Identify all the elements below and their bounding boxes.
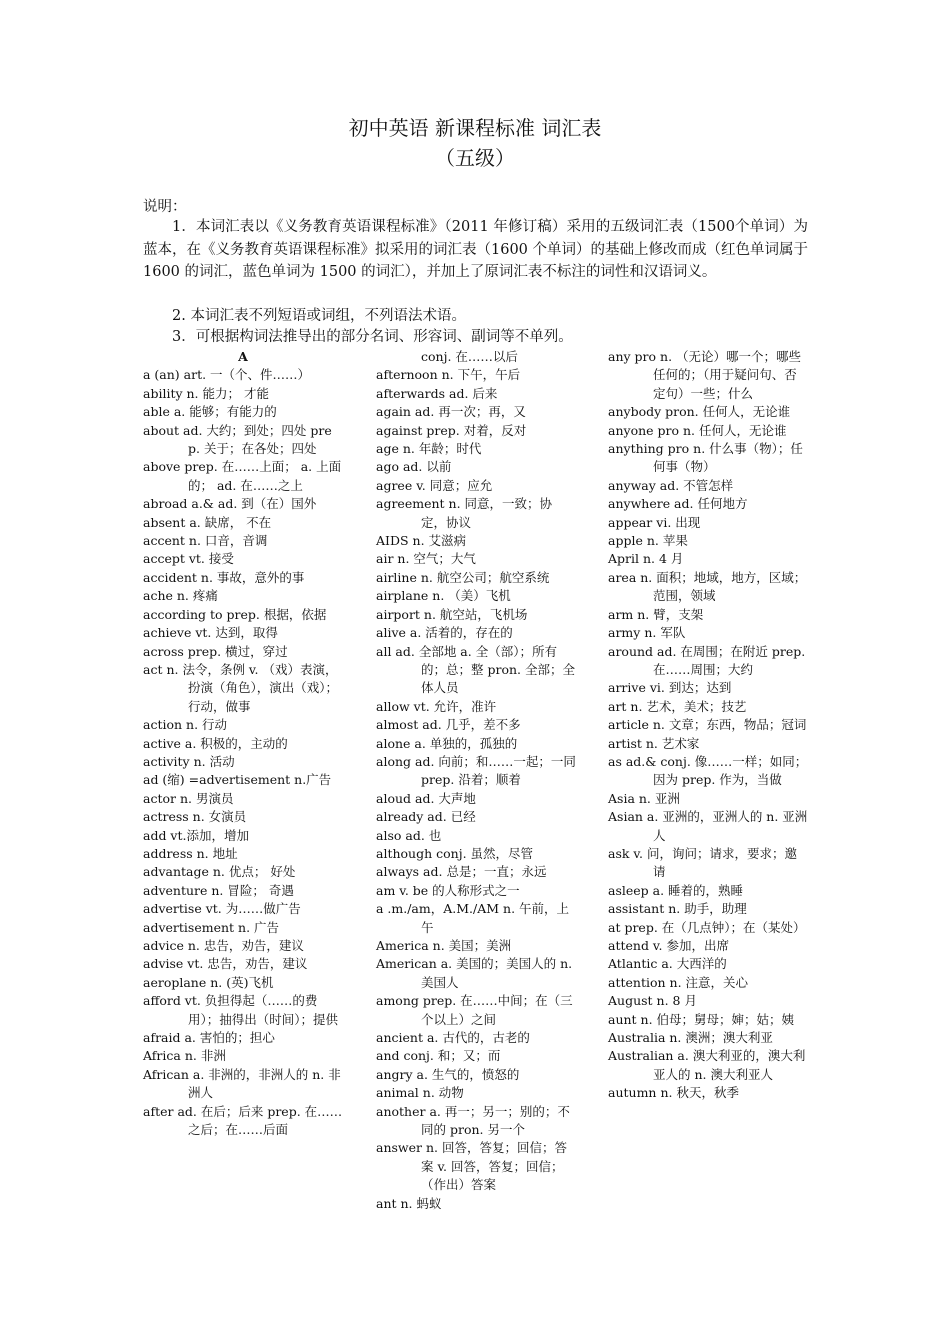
vocab-entry: any pro n. （无论）哪一个；哪些 任何的；（用于疑问句、否定句）一些；什么: [608, 349, 802, 401]
vocab-entry: as ad.& conj. 像……一样；如同；因为 prep. 作为，当做: [608, 753, 808, 788]
vocab-entry-continuation: conj. 在……以后: [421, 349, 518, 364]
vocab-entry: article n. 文章；东西，物品；冠词: [608, 717, 807, 733]
vocab-entry: asleep a. 睡着的，熟睡: [608, 882, 744, 898]
vocab-entry: art n. 艺术，美术；技艺: [608, 698, 747, 714]
vocab-entry: afterwards ad. 后来: [376, 385, 498, 401]
vocab-entry: allow vt. 允许，准许: [376, 698, 497, 714]
vocab-entry: apple n. 苹果: [608, 533, 688, 549]
vocab-entry: aloud ad. 大声地: [376, 790, 476, 806]
vocab-entry: again ad. 再一次；再，又: [376, 404, 526, 420]
vocab-entry: autumn n. 秋天，秋季: [608, 1085, 739, 1101]
vocab-entry: American a. 美国的；美国人的 n. 美国人: [376, 956, 573, 990]
vocab-entry: air n. 空气；大气: [376, 551, 476, 567]
vocab-entry: active a. 积极的，主动的: [143, 735, 288, 751]
vocab-entry: April n. 4 月: [608, 551, 684, 567]
vocab-entry: animal n. 动物: [376, 1085, 464, 1101]
vocab-entry: ache n. 疼痛: [143, 588, 218, 604]
vocab-entry: also ad. 也: [376, 827, 442, 843]
vocab-entry: actor n. 男演员: [143, 790, 234, 806]
vocab-column-2: [376, 348, 576, 1213]
vocab-entry: actress n. 女演员: [143, 809, 247, 825]
vocab-entry: a .m./am，A.M./AM n. 午前，上午: [376, 901, 570, 935]
vocab-entry: across prep. 横过，穿过: [143, 643, 288, 659]
note-1: 1．本词汇表以《义务教育英语课程标准》（2011 年修订稿）采用的五级词汇表（1500个单词）为蓝本，在《义务教育英语课程标准》拟采用的词汇表（1600 个单词）的基础上修改而成（红色单词属于 1600 的词汇，蓝色单词为 1500 的词汇），并加上了原词汇表不标注的词性和汉语词义。: [143, 219, 809, 280]
vocab-entry: agreement n. 同意，一致；协定，协议: [376, 496, 553, 530]
vocab-entry: anywhere ad. 任何地方: [608, 496, 748, 512]
vocab-entry: adventure n. 冒险； 奇遇: [143, 882, 294, 898]
vocab-entry: around ad. 在周围；在附近 prep. 在……周围；大约: [608, 643, 806, 677]
vocab-entry: accident n. 事故，意外的事: [143, 569, 305, 585]
vocab-entry: aeroplane n. (英)飞机: [143, 974, 274, 990]
vocab-entry: already ad. 已经: [376, 809, 476, 825]
vocab-entry: answer n. 回答，答复；回信；答案 v. 回答，答复；回信；（作出）答案: [376, 1140, 567, 1193]
vocab-entry: African a. 非洲的，非洲人的 n. 非洲人: [143, 1066, 341, 1101]
vocab-entry: airline n. 航空公司；航空系统: [376, 569, 550, 585]
vocab-entry: America n. 美国；美洲: [376, 938, 512, 953]
vocab-entry: anyway ad. 不管怎样: [608, 477, 734, 493]
vocab-entry: airport n. 航空站，飞机场: [376, 606, 528, 622]
page-subtitle: （五级）: [435, 146, 515, 170]
page-title: 初中英语 新课程标准 词汇表: [348, 116, 602, 140]
vocab-entry: after ad. 在后；后来 prep. 在……之后；在……后面: [143, 1103, 343, 1138]
vocab-entry: advice n. 忠告，劝告，建议: [143, 938, 304, 953]
vocab-entry: appear vi. 出现: [608, 514, 701, 530]
vocab-entry: above prep. 在……上面； a. 上面的； ad. 在……之上: [143, 459, 342, 493]
vocab-entry: angry a. 生气的，愤怒的: [376, 1066, 520, 1082]
vocab-entry: Australian a. 澳大利亚的，澳大利亚人的 n. 澳大利亚人: [608, 1048, 806, 1082]
vocab-entry: anything pro n. 什么事（物）；任何事（物）: [608, 441, 803, 475]
vocab-entry: add vt.添加，增加: [143, 827, 249, 843]
vocab-entry: afford vt. 负担得起（……的费用）；抽得出（时间）；提供: [143, 993, 339, 1027]
vocab-entry: along ad. 向前；和……一起；一同 prep. 沿着；顺着: [376, 753, 576, 788]
vocab-entry: action n. 行动: [143, 717, 228, 733]
vocab-entry: advertisement n. 广告: [143, 919, 280, 935]
vocab-entry: army n. 军队: [608, 625, 686, 641]
vocab-entry: accent n. 口音，音调: [143, 533, 268, 549]
intro-label: 说明：: [143, 199, 187, 215]
vocab-entry: ad (缩) =advertisement n.广告: [143, 772, 332, 788]
vocab-entry: Asia n. 亚洲: [608, 790, 680, 806]
vocab-entry: aunt n. 伯母；舅母；婶；姑；姨: [608, 1011, 795, 1027]
vocab-entry: anyone pro n. 任何人，无论谁: [608, 422, 787, 438]
vocab-entry: AIDS n. 艾滋病: [376, 533, 467, 549]
vocab-entry: afraid a. 害怕的；担心: [143, 1030, 275, 1046]
vocab-entry: accept vt. 接受: [143, 551, 234, 567]
vocab-entry: Atlantic a. 大西洋的: [608, 956, 727, 972]
vocab-entry: address n. 地址: [143, 845, 238, 861]
vocab-entry: ask v. 问，询问；请求，要求；邀请: [608, 845, 797, 880]
vocab-entry: assistant n. 助手，助理: [608, 901, 747, 917]
vocab-entry: attend v. 参加，出席: [608, 938, 729, 953]
vocab-entry: Asian a. 亚洲的，亚洲人的 n. 亚洲人: [608, 809, 808, 843]
vocab-entry: Australia n. 澳洲；澳大利亚: [608, 1030, 773, 1046]
vocab-entry: ago ad. 以前: [376, 459, 452, 475]
vocab-entry: arm n. 臂，支架: [608, 606, 704, 622]
vocab-entry: area n. 面积；地域，地方，区域；范围，领域: [608, 569, 807, 604]
vocab-entry: arrive vi. 到达；达到: [608, 680, 732, 696]
vocab-entry: attention n. 注意，关心: [608, 974, 749, 990]
vocab-entry: advertise vt. 为……做广告: [143, 901, 301, 917]
vocab-entry: Africa n. 非洲: [143, 1048, 226, 1064]
vocab-entry: act n. 法令，条例 v. （戏）表演，扮演（角色），演出（戏）；行动，做事: [143, 661, 339, 714]
vocab-entry: abroad a.& ad. 到（在）国外: [143, 496, 317, 512]
vocab-entry: anybody pron. 任何人，无论谁: [608, 404, 791, 420]
vocab-entry: ant n. 蚂蚁: [376, 1195, 442, 1211]
vocab-entry: about ad. 大约；到处；四处 prep. 关于；在各处；四处: [143, 422, 332, 457]
vocab-entry: alone a. 单独的，孤独的: [376, 735, 518, 751]
vocab-entry: am v. be 的人称形式之一: [376, 882, 520, 898]
vocab-entry: alive a. 活着的，存在的: [376, 625, 513, 641]
vocab-entry: although conj. 虽然，尽管: [376, 845, 534, 861]
vocab-column-1: [143, 348, 343, 1139]
section-letter: A: [238, 349, 248, 364]
note-2: 2. 本词汇表不列短语或词组，不列语法术语。: [172, 308, 466, 324]
vocab-entry: according to prep. 根据，依据: [143, 606, 327, 622]
vocab-entry: all ad. 全部地 a. 全（部）；所有的；总；整 pron. 全部；全体人员: [376, 643, 575, 696]
vocab-entry: afternoon n. 下午，午后: [376, 367, 521, 383]
vocab-entry: artist n. 艺术家: [608, 735, 700, 751]
vocab-entry: ancient a. 古代的，古老的: [376, 1030, 530, 1046]
vocab-entry: against prep. 对着，反对: [376, 422, 527, 438]
vocab-entry: August n. 8 月: [608, 993, 697, 1009]
vocab-entry: almost ad. 几乎，差不多: [376, 717, 521, 733]
vocab-entry: airplane n. （美）飞机: [376, 588, 511, 604]
note-3: 3．可根据构词法推导出的部分名词、形容词、副词等不单列。: [172, 329, 573, 345]
vocab-entry: a (an) art. 一（个、件……）: [143, 367, 311, 383]
vocab-entry: another a. 再一；另一；别的；不同的 pron. 另一个: [376, 1103, 570, 1138]
vocab-entry: among prep. 在……中间；在（三个以上）之间: [376, 993, 573, 1027]
vocab-entry: able a. 能够；有能力的: [143, 404, 277, 420]
vocab-entry: at prep. 在（几点钟）；在（某处）: [608, 919, 806, 935]
vocab-entry: always ad. 总是；一直；永远: [376, 864, 547, 880]
vocab-entry: ability n. 能力； 才能: [143, 385, 269, 401]
vocab-entry: activity n. 活动: [143, 753, 235, 769]
vocab-entry: agree v. 同意；应允: [376, 477, 493, 493]
vocab-entry: advantage n. 优点； 好处: [143, 864, 296, 880]
vocab-entry: absent a. 缺席， 不在: [143, 514, 272, 530]
vocab-entry: advise vt. 忠告，劝告，建议: [143, 956, 308, 972]
vocab-entry: and conj. 和；又；而: [376, 1048, 501, 1064]
vocab-column-3: [608, 348, 808, 1103]
vocab-entry: age n. 年龄；时代: [376, 441, 482, 457]
vocab-entry: achieve vt. 达到，取得: [143, 625, 278, 641]
